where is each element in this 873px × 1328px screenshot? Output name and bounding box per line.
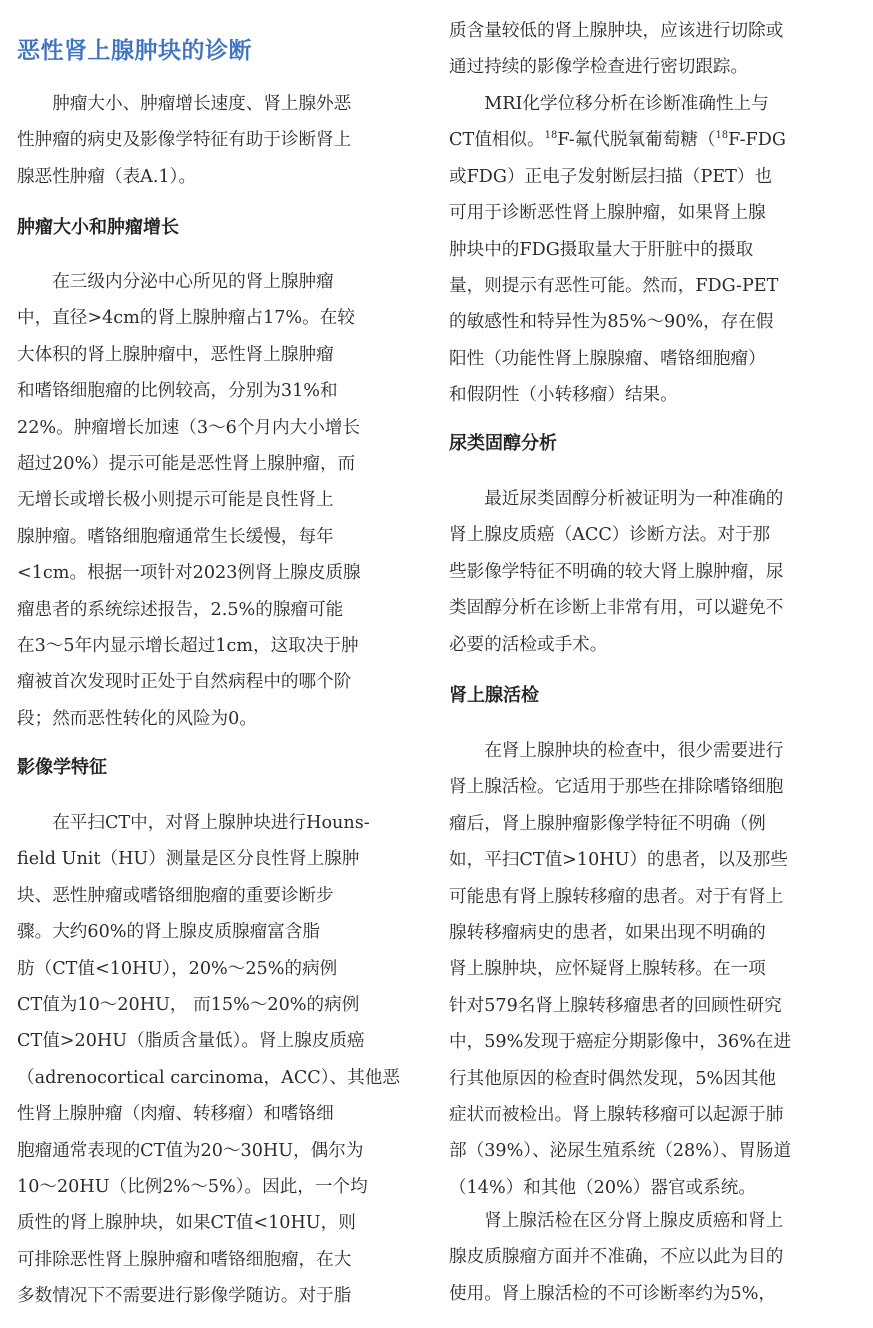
intro-paragraph: 肿瘤大小、肿瘤增长速度、肾上腺外恶 性肿瘤的病史及影像学特征有助于诊断肾上 腺恶性肿瘤（表A.1）。 [17,94,352,187]
right-column [449,0,849,1328]
urine-steroid-paragraph: 最近尿类固醇分析被证明为一种准确的 肾上腺皮质癌（ACC）诊断方法。对于那 些影像学特征不明确的较大肾上腺肿瘤，尿 类固醇分析在诊断上非常有用，可以避免不 必要的活检或手术。 [449,489,784,655]
imaging-paragraph: 在平扫CT中，对肾上腺肿块进行Houns- field Unit（HU）测量是区分良性肾上腺肿 块、恶性肿瘤或嗜铬细胞瘤的重要诊断步 骤。大约60%的肾上腺皮质腺瘤富含脂 肪（CT值<10HU），20%～25%的病例 CT值为10～20HU， 而15%～20%的病例 CT值>20HU（脂质含量低）。肾上腺皮质癌 （adrenocortical carcinoma，ACC）、其他恶 性肾上腺肿瘤（肉瘤、转移瘤）和嗜铬细 胞瘤通常表现的CT值为20～30HU，偶尔为 10～20HU（比例2%～5%）。因此，一个均 质性的肾上腺肿块，如果CT值<10HU，则 可排除恶性肾上腺肿瘤和嗜铬细胞瘤，在大 多数情况下不需要进行影像学随访。对于脂 [17,813,400,1307]
left-column [17,0,416,1328]
mri-paragraph: MRI化学位移分析在诊断准确性上与 CT值相似。$^{18}$F-氟代脱氧葡萄糖（$^{18}$F-FDG 或FDG）正电子发射断层扫描（PET）也 可用于诊断恶性肾上腺肿瘤，如果肾上腺 肿块中的FDG摄取量大于肝脏中的摄取 量，则提示有恶性可能。然而，FDG-PET 的敏感性和特异性为85%～90%，存在假 阳性（功能性肾上腺腺瘤、嗜铬细胞瘤） 和假阴性（小转移瘤）结果。 [449,86,849,414]
biopsy-paragraph: 在肾上腺肿块的检查中，很少需要进行 肾上腺活检。它适用于那些在排除嗜铬细胞 瘤后，肾上腺肿瘤影像学特征不明确（例 如，平扫CT值>10HU）的患者，以及那些 可能患有肾上腺转移瘤的患者。对于有肾上 腺转移瘤病史的患者，如果出现不明确的 肾上腺肿块，应怀疑肾上腺转移。在一项 针对579名肾上腺转移瘤患者的回顾性研究 中，59%发现于癌症分期影像中，36%在进 行其他原因的检查时偶然发现，5%因其他 症状而被检出。肾上腺转移瘤可以起源于肺 部（39%）、泌尿生殖系统（28%）、胃肠道 （14%）和其他（20%）器官或系统。 [449,741,792,1198]
biopsy-accuracy-paragraph: 肾上腺活检在区分肾上腺皮质癌和肾上 腺皮质腺瘤方面并不准确，不应以此为目的 使用。肾上腺活检的不可诊断率约为5%， [449,1211,784,1304]
tumor-size-paragraph: 在三级内分泌中心所见的肾上腺肿瘤 中，直径>4cm的肾上腺肿瘤占17%。在较 大体积的肾上腺肿瘤中，恶性肾上腺肿瘤 和嗜铬细胞瘤的比例较高，分别为31%和 22%。肿瘤增长加速（3～6个月内大小增长 超过20%）提示可能是恶性肾上腺肿瘤，而 无增长或增长极小则提示可能是良性肾上 腺肿瘤。嗜铬细胞瘤通常生长缓慢，每年 <1cm。根据一项针对2023例肾上腺皮质腺 瘤患者的系统综述报告，2.5%的腺瘤可能 在3～5年内显示增长超过1cm，这取决于肿 瘤被首次发现时正处于自然病程中的哪个阶 段；然而恶性转化的风险为0。 [17,272,361,729]
continued-paragraph: 质含量较低的肾上腺肿块，应该进行切除或 通过持续的影像学检查进行密切跟踪。 [449,21,784,78]
heading-tumor-size: 肿瘤大小和肿瘤增长 [17,217,179,238]
section-title: 恶性肾上腺肿块的诊断 [17,38,252,64]
mri-line-2: CT值相似。$^{18}$F-氟代脱氧葡萄糖（$^{18}$F-FDG [449,130,786,151]
heading-imaging: 影像学特征 [17,757,107,778]
heading-adrenal-biopsy: 肾上腺活检 [449,685,539,706]
heading-urine-steroid: 尿类固醇分析 [449,433,557,454]
